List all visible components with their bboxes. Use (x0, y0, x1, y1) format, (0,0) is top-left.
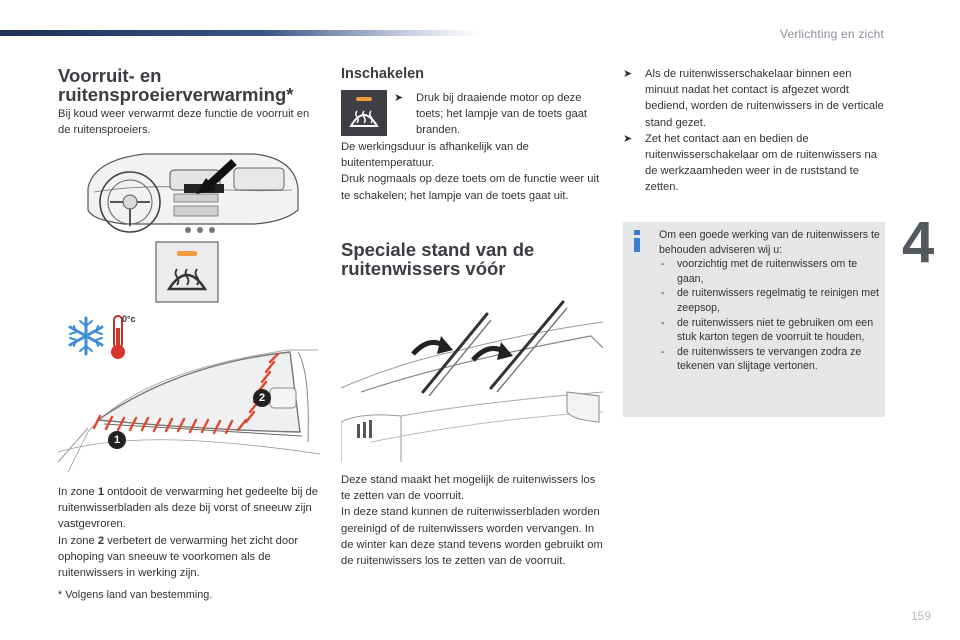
info-item: - de ruitenwissers niet te gebruiken om een stuk karton tegen de voorruit te houden, (659, 316, 881, 345)
info-item: - voorzichtig met de ruitenwissers om te gaan, (659, 257, 881, 286)
special-wiper-text: Deze stand maakt het mogelijk de ruitenwissers los te zetten van de voorruit. In deze stand kunnen de ruitenwisserbladen worden gereinigd of de ruitenwissers worden vervangen. In de winter kan deze stand tevens worden gebruikt om de ruitenwissers los te zetten van de voorruit. (341, 474, 603, 568)
section-title-heating: Voorruit- en ruitensproeierverwarming* (58, 65, 294, 105)
info-item: - de ruitenwissers regelmatig te reinigen met zeepsop, (659, 286, 881, 315)
chapter-title: Verlichting en zicht (779, 27, 884, 41)
curved-arrow-icon (413, 336, 513, 360)
section-heading-activation: Inschakelen (341, 66, 425, 82)
dashboard-illustration (84, 148, 302, 240)
heating-intro: Bij koud weer verwarmt deze functie de voorruit en de ruitensproeiers. (58, 108, 310, 137)
wiper-illustration (341, 292, 603, 464)
defrost-button-icon[interactable] (155, 241, 219, 303)
zone-badge-1: 1 (108, 431, 126, 449)
activation-step: ➤ Druk bij draaiende motor op deze toets; het lampje van de toets gaat branden. (394, 92, 588, 137)
section-title-special-wiper: Speciale stand van de ruitenwissers vóór (341, 239, 535, 279)
info-item: - de ruitenwissers te vervangen zodra ze tekenen van slijtage vertonen. (659, 345, 881, 374)
wiper-instructions (623, 66, 885, 196)
activation-text: De werkingsduur is afhankelijk van de buitentemperatuur. Druk nogmaals op deze toets om de functie weer uit te schakelen; het lampje van de toets gaat uit. (341, 141, 600, 202)
zone-badge-2: 2 (253, 389, 271, 407)
page-number: 159 (911, 609, 932, 623)
zone-1-text: In zone 1 ontdooit de verwarming het gedeelte bij de ruitenwisserbladen als deze bij vorst of sneeuw zijn vastgevroren. (58, 486, 318, 531)
info-icon (631, 230, 643, 252)
chapter-number: 4 (902, 210, 935, 275)
bullet-arrow-icon: ➤ (623, 68, 633, 80)
bullet-arrow-icon: ➤ (623, 132, 633, 145)
windscreen-heating-illustration (58, 312, 320, 480)
wiper-step-2: ➤ Zet het contact aan en bedien de ruitenwisserschakelaar om de ruitenwissers na de werkzaamheden weer in de ruststand te zetten. (623, 132, 877, 194)
defrost-button-small-icon[interactable] (341, 90, 387, 136)
zone-description (58, 484, 320, 581)
zone-2-text: In zone 2 verbetert de verwarming het zicht door ophoping van sneeuw te voorkomen als de ruitenwissers in werking zijn. (58, 534, 299, 580)
header-bar (0, 30, 480, 36)
temperature-label: 0°c (122, 314, 136, 324)
footnote: * Volgens land van bestemming. (58, 589, 213, 601)
bullet-arrow-icon: ➤ (394, 92, 404, 104)
wiper-step-1: ➤ Als de ruitenwisserschakelaar binnen een minuut nadat het contact is afgezet wordt bediend, worden de ruitenwissers in de verticale stand gezet. (623, 68, 884, 129)
info-text: Om een goede werking van de ruitenwissers te behouden adviseren wij u: - voorzichtig met de ruitenwissers om te gaan, - de ruitenwissers regelmatig te reinigen met zeepsop, - de ruitenwissers niet te gebruiken om een stuk karton tegen de voorruit te houden, - de ruitenwissers te vervangen zodra ze tekenen van slijtage vertonen. (659, 228, 881, 374)
info-box (623, 222, 885, 417)
